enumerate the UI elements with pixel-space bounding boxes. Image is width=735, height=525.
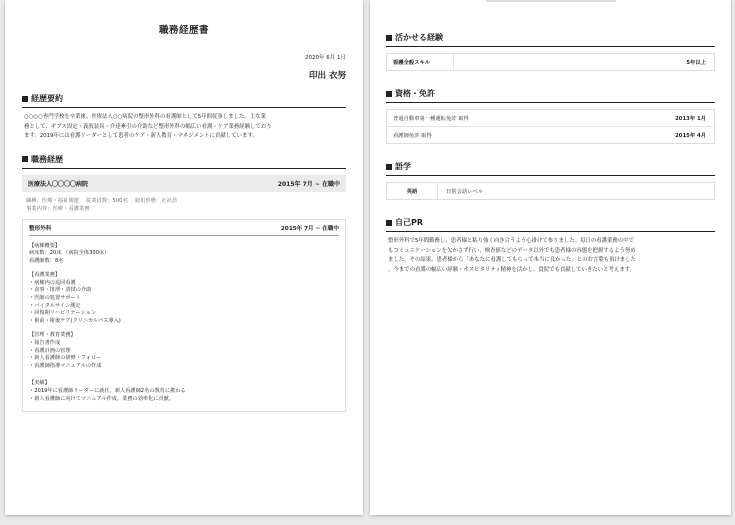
skills-table — [386, 53, 715, 71]
language-name: 英語 — [387, 183, 438, 199]
block-line: ・2019年に看護師リーダーに就任。新人看護師2名の教育に携わる — [29, 388, 186, 394]
licenses-section — [386, 88, 715, 144]
self-pr-heading — [386, 217, 715, 232]
language-table — [386, 182, 715, 200]
company-bar — [22, 175, 346, 192]
summary-text — [24, 113, 344, 142]
license-name: 普通自動車第一種運転免許 取得 — [393, 116, 469, 122]
block-line: 【看護業務】 — [29, 272, 61, 279]
self-pr-text — [388, 237, 713, 275]
company-period: 2015年 7月 ~ 在職中 — [277, 180, 340, 188]
license-name: 看護師免許 取得 — [393, 133, 432, 139]
page-top-divider — [486, 0, 616, 2]
history-section — [22, 154, 346, 413]
department-header — [29, 224, 339, 236]
summary-heading-text: 経歴要約 — [31, 94, 63, 103]
document-date: 2020年 6月 1日 — [305, 55, 346, 61]
company-name: 医療法人〇〇〇〇病院 — [28, 180, 89, 188]
license-date: 2015年 4月 — [675, 133, 706, 139]
block-line: ・報告書作成 — [29, 340, 61, 347]
language-row — [387, 183, 714, 199]
block-line: ・術前・術後ケア(クリニカルパス導入) — [29, 317, 121, 324]
self-pr-heading-text: 自己PR — [395, 218, 424, 227]
management-duties-block — [29, 332, 339, 370]
skills-heading — [386, 32, 715, 47]
skills-row — [387, 54, 714, 70]
license-row — [387, 126, 714, 143]
block-line: 【管理・教育業務】 — [29, 332, 76, 339]
block-line: 病床数：20床 （病院全体300床） — [29, 250, 110, 257]
square-bullet-icon — [386, 35, 392, 41]
summary-section — [22, 93, 346, 142]
license-row — [387, 110, 714, 126]
block-line: ・看護師指導マニュアルの作成 — [29, 362, 102, 369]
achievements-block — [29, 380, 339, 403]
licenses-heading-text: 資格・免許 — [395, 89, 435, 98]
department-period: 2015年 7月 ~ 在職中 — [281, 225, 339, 232]
history-heading-text: 職務経歴 — [31, 154, 63, 164]
block-line: ・食事・排泄・清拭の介助 — [29, 287, 92, 294]
document-title: 職務経歴書 — [158, 25, 209, 36]
resume-page-left — [5, 0, 363, 515]
skill-value: 5年以上 — [686, 60, 706, 66]
summary-line: 務として、ギプス固定・義肢装具・介達牽引の介助など整形外科の幅広い看護・ケア業務経験しており — [24, 123, 272, 130]
nursing-duties-block — [29, 272, 339, 325]
company-meta — [26, 197, 344, 214]
square-bullet-icon — [22, 156, 28, 162]
summary-line: ○○○○専門学校を卒業後、医療法人○○病院の整形外科の看護師として5年間従事しました。主な業 — [24, 114, 266, 120]
history-heading — [22, 154, 346, 169]
department-box — [22, 219, 346, 413]
block-line: ・医師の処置サポート — [29, 295, 81, 302]
ward-overview-block — [29, 243, 339, 266]
block-line: ・新人看護師の研修・フォロー — [29, 355, 102, 362]
resume-page-right — [370, 0, 731, 515]
skills-section — [386, 32, 715, 71]
summary-line: ます。2019年には看護リーダーとして患者のケア・新人教育・マネジメントに貢献しています。 — [24, 133, 258, 139]
language-level: 日常会話レベル — [446, 189, 484, 195]
company-meta-line: 事業内容：医療・看護業務 — [26, 206, 90, 212]
skills-heading-text: 活かせる経験 — [395, 33, 443, 42]
square-bullet-icon — [386, 220, 392, 226]
block-line: 看護師数：8名 — [29, 257, 64, 264]
language-section — [386, 161, 715, 200]
applicant-name: 印出 衣努 — [309, 71, 346, 81]
self-pr-line: もコミュニケーションを欠かさず行い、検査値などのデータ以外でも患者様の容態を把握するよう努め — [388, 247, 636, 254]
square-bullet-icon — [386, 91, 392, 97]
block-line: ・回復期リハビリテーション — [29, 310, 96, 317]
language-heading — [386, 161, 715, 176]
block-line: 【実績】 — [29, 380, 50, 387]
block-line: ・看護計画の管理 — [29, 347, 71, 354]
self-pr-line: 整形外科で5年間勤務し、患者様と粘り強く向き合うよう心掛けて参りました。毎日の看護業務の中で — [388, 238, 635, 244]
square-bullet-icon — [22, 96, 28, 102]
block-line: 【病棟概要】 — [29, 242, 61, 249]
department-name: 整形外科 — [29, 225, 52, 232]
self-pr-line: ました。その結果、患者様から「あなたに看護してもらって本当に良かった」とのお言葉も頂けました — [388, 257, 636, 263]
language-heading-text: 語学 — [395, 162, 411, 171]
block-line: ・バイタルサイン測定 — [29, 302, 81, 309]
licenses-table — [386, 109, 715, 144]
company-meta-line: 職種：医療・福祉関連 従業員数：500名 雇用形態：正社員 — [26, 197, 178, 204]
licenses-heading — [386, 88, 715, 103]
summary-heading — [22, 93, 346, 108]
license-date: 2013年 1月 — [675, 116, 706, 122]
block-line: ・病棟内の巡回看護 — [29, 279, 76, 286]
block-line: ・新人看護師に向けてマニュアル作成。業務の効率化に貢献。 — [29, 395, 175, 402]
square-bullet-icon — [386, 164, 392, 170]
skill-label: 看護全般スキル — [387, 54, 454, 70]
self-pr-section — [386, 217, 715, 275]
self-pr-line: 。今までの看護の幅広い経験・ホスピタリティ精神を活かし、貴院でも貢献していきたいと考えます。 — [388, 266, 635, 273]
